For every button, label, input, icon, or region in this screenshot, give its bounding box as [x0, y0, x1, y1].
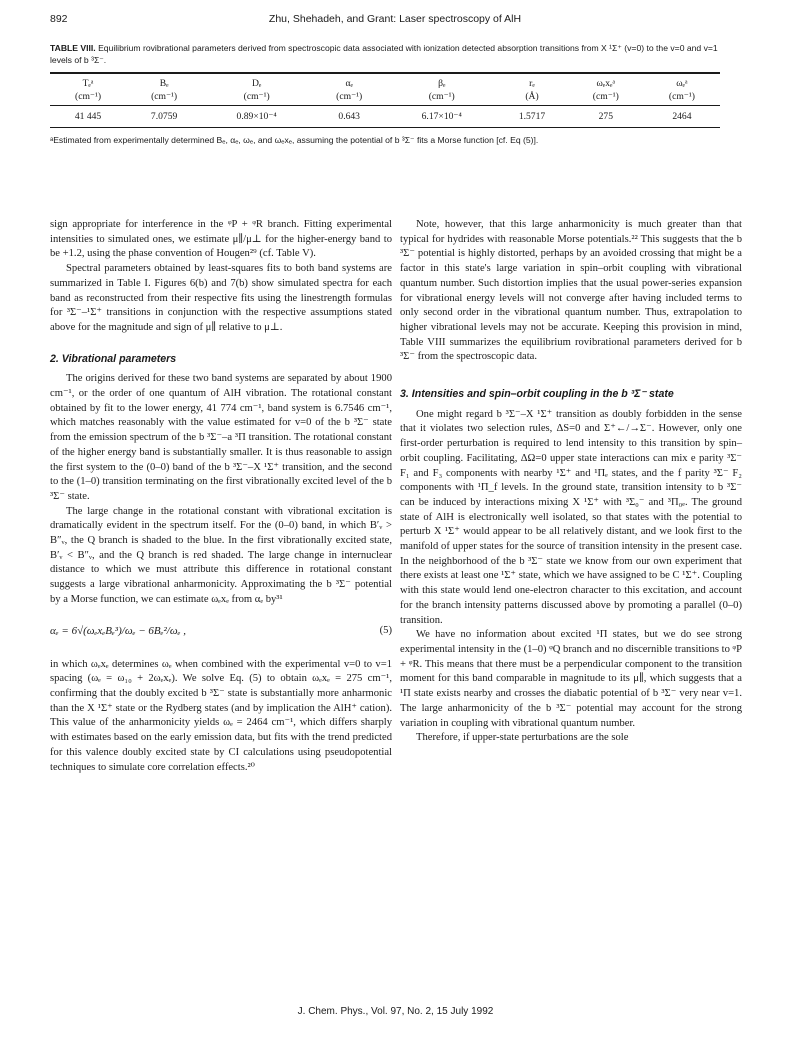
table-header-cell: Bₑ [126, 73, 202, 90]
left-column [50, 218, 392, 775]
equation-formula: αₑ = 6√(ωₑxₑBₑ³)/ωₑ − 6Bₑ²/ωₑ , [50, 624, 187, 637]
paragraph: Note, however, that this large anharmonicity is much greater than that typical for hydrides with reasonable Morse potentials.²² This suggests that the b ³Σ⁻ potential is highly distorted, perhaps by an avoided crossing that might be a factor in this state's large variation in spin–orbit coupling with vibrational quantum number. Such distortion implies that the usual power-series expansion for vibrational energy levels will not converge after having included terms to only second order in the vibrational quantum number. Thus, extrapolation to higher vibrational levels may not be accurate. Keeping this provision in mind, Table VIII summarizes the equilibrium rovibrational parameters derived for b ³Σ⁻ from the spectroscopic data. [400, 219, 742, 363]
table-unit-cell: (Å) [496, 90, 568, 106]
table-unit-row [50, 90, 720, 106]
table-unit-cell: (cm⁻¹) [50, 90, 126, 106]
journal-footer: J. Chem. Phys., Vol. 97, No. 2, 15 July 1992 [297, 1006, 494, 1017]
table-header-cell: Dₑ [202, 73, 311, 90]
table-cell: 275 [568, 106, 644, 128]
right-column [400, 218, 742, 746]
table-unit-cell: (cm⁻¹) [202, 90, 311, 106]
section-heading-vibrational: 2. Vibrational parameters [50, 352, 177, 365]
table-header-cell: βₑ [387, 73, 496, 90]
table-cell: 6.17×10⁻⁴ [387, 106, 496, 128]
equation-5 [50, 614, 392, 654]
page-header [50, 13, 740, 29]
paragraph: One might regard b ³Σ⁻–X ¹Σ⁺ transition as doubly forbidden in the sense that it violates two selection rules, ΔS=0 and Σ⁺←/→Σ⁻. However, only one first-order perturbation is required to lend intensity to this transition by spin–orbit coupling. Facilitating, ΔΩ=0 upper state interactions can mix e parity ³Σ⁻ F₁ and F₃ components with nearby ¹Σ⁺ and ¹Πₑ states, and the f parity ³Σ⁻ F₂ components with ¹Π_f levels. In the ground state, transition intensity to b ³Σ⁻ can be induced by interactions mixing X ¹Σ⁺ with ³Σ₀⁻ and ³Π₀ₑ. The ground state of AlH is electronically well isolated, so that states with the potential to perturb X ¹Σ⁺ would appear to be all relatively distant, and we look first to the manifold of upper states for the source of transition intensity in the present case. In the neighborhood of the b ³Σ⁻ state we know from our own experiment that there exists at least one ¹Σ⁺ state, which we have assigned to be C ¹Σ⁺. Coupling with this state would lend one-electron character to this excitation, and account for the branch intensity patterns discussed above by promoting a parallel (0–0) transition. [400, 408, 742, 626]
paragraph: Spectral parameters obtained by least-squares fits to both band systems are summarized in Table I. Figures 6(b) and 7(b) show simulated spectra for each band as reconstructed from their respective fits using the linestrength formulas for ³Σ⁻–¹Σ⁺ transitions in conjunction with the respective assumptions stated above for the magnitude and sign of μ∥ relative to μ⊥. [50, 263, 392, 333]
table-unit-cell: (cm⁻¹) [387, 90, 496, 106]
section-heading-intensities: 3. Intensities and spin–orbit coupling in the b ³Σ⁻ state [400, 388, 674, 401]
paragraph: The origins derived for these two band systems are separated by about 1900 cm⁻¹, or the order of one quantum of AlH vibration. The rotational constant obtained by fit to the lower energy, 41 774 cm⁻¹, band system is 6.7546 cm⁻¹, which matches reasonably with the value estimated for v=0 of the b ³Σ⁻ state from the emission spectrum of the b ³Σ⁻–a ³Π transition. The rotational constant of the higher energy band is substantially smaller. It is thus reasonable to assign the first system to the (0–0) band of the b ³Σ⁻–X ¹Σ⁺ transition, and the second to the (1–0) transition terminating on the first vibrationally excited level of the b ³Σ⁻ state. [50, 373, 392, 502]
table-cell: 2464 [644, 106, 720, 128]
parameters-table [50, 72, 720, 128]
table-unit-cell: (cm⁻¹) [568, 90, 644, 106]
paragraph: sign appropriate for interference in the ᵠP + ᵠR branch. Fitting experimental intensities to simulated ones, we estimate μ∥/μ⊥ for the higher-energy band to be +1.2, using the phase convention of Hougen²⁹ (cf. Table V). [50, 219, 392, 260]
table-unit-cell: (cm⁻¹) [126, 90, 202, 106]
table-cell: 0.89×10⁻⁴ [202, 106, 311, 128]
table-unit-cell: (cm⁻¹) [311, 90, 387, 106]
running-title: Zhu, Shehadeh, and Grant: Laser spectroscopy of AlH [268, 13, 522, 25]
paragraph: Therefore, if upper-state perturbations are the sole [416, 732, 629, 744]
paragraph: The large change in the rotational constant with vibrational excitation is dramatically evident in the spectrum itself. For the (0–0) band, in which B′ᵥ > B″ᵥ, the Q branch is shaded to the blue. In the first vibrationally excited state, B′ᵥ < B″ᵥ, and the Q branch is red shaded. The large change in internuclear distance to which we must attribute this difference in rotational constant suggests a large vibrational anharmonicity. Approximating the b ³Σ⁻ potential by a Morse function, we can estimate ωₑxₑ from αₑ by³¹ [50, 505, 392, 605]
paragraph: We have no information about excited ¹Π states, but we do see strong experimental intensity in the (1–0) ᵠQ branch and no discernible transitions to ᵠP + ᵠR. This means that there must be a perpendicular component to the transition moment for this band comparable in magnitude to its μ∥, which suggests that a ¹Π state exists nearby and crosses the diabatic potential of b ³Σ⁻ very near v=1. The large anharmonicity of the b ³Σ⁻ potential may account for the strong variation in coupling with vibrational quantum number. [400, 629, 742, 729]
table-header-cell: Tₑᵃ [50, 73, 126, 90]
table-label: TABLE VIII. [50, 43, 96, 53]
table-footnote: ᵃEstimated from experimentally determined Bₑ, αₑ, ωₑ, and ωₑxₑ, assuming the potential of b ³Σ⁻ fits a Morse function [cf. Eq (5)]. [50, 135, 539, 145]
equation-number: (5) [379, 624, 392, 636]
table-caption-text: Equilibrium rovibrational parameters derived from spectroscopic data associated with ionization detected absorption transitions from X ¹Σ⁺ (v=0) to the v=0 and v=1 levels of b ³Σ⁻. [50, 43, 718, 65]
page-number: 892 [50, 13, 68, 25]
table-caption [50, 42, 740, 66]
table-header-cell: ωₑᵃ [644, 73, 720, 90]
table-header-cell: αₑ [311, 73, 387, 90]
table-header-cell: rₑ [496, 73, 568, 90]
table-cell: 7.0759 [126, 106, 202, 128]
paragraph: in which ωₑxₑ determines ωₑ when combined with the experimental v=0 to v=1 spacing (ωₑ = ω₁₀ + 2ωₑxₑ). We solve Eq. (5) to obtain ωₑxₑ = 275 cm⁻¹, confirming that the doubly excited b ³Σ⁻ state is substantially more anharmonic than the X ¹Σ⁺ state or the Rydberg states (and by implication the AlH⁺ cation). This value of the anharmonicity yields ωₑ = 2464 cm⁻¹, which differs sharply with estimates based on the early emission data, but fits with the trend predicted for this valence doubly excited state by CI calculations using pseudopotential techniques to simulate core correlation effects.²⁰ [50, 658, 392, 773]
table-cell: 0.643 [311, 106, 387, 128]
table-cell: 1.5717 [496, 106, 568, 128]
table-cell: 41 445 [50, 106, 126, 128]
table-header-cell: ωₑxₑᵃ [568, 73, 644, 90]
table-unit-cell: (cm⁻¹) [644, 90, 720, 106]
table-row [50, 106, 720, 128]
table-symbol-row [50, 73, 720, 90]
table-viii [50, 42, 740, 146]
